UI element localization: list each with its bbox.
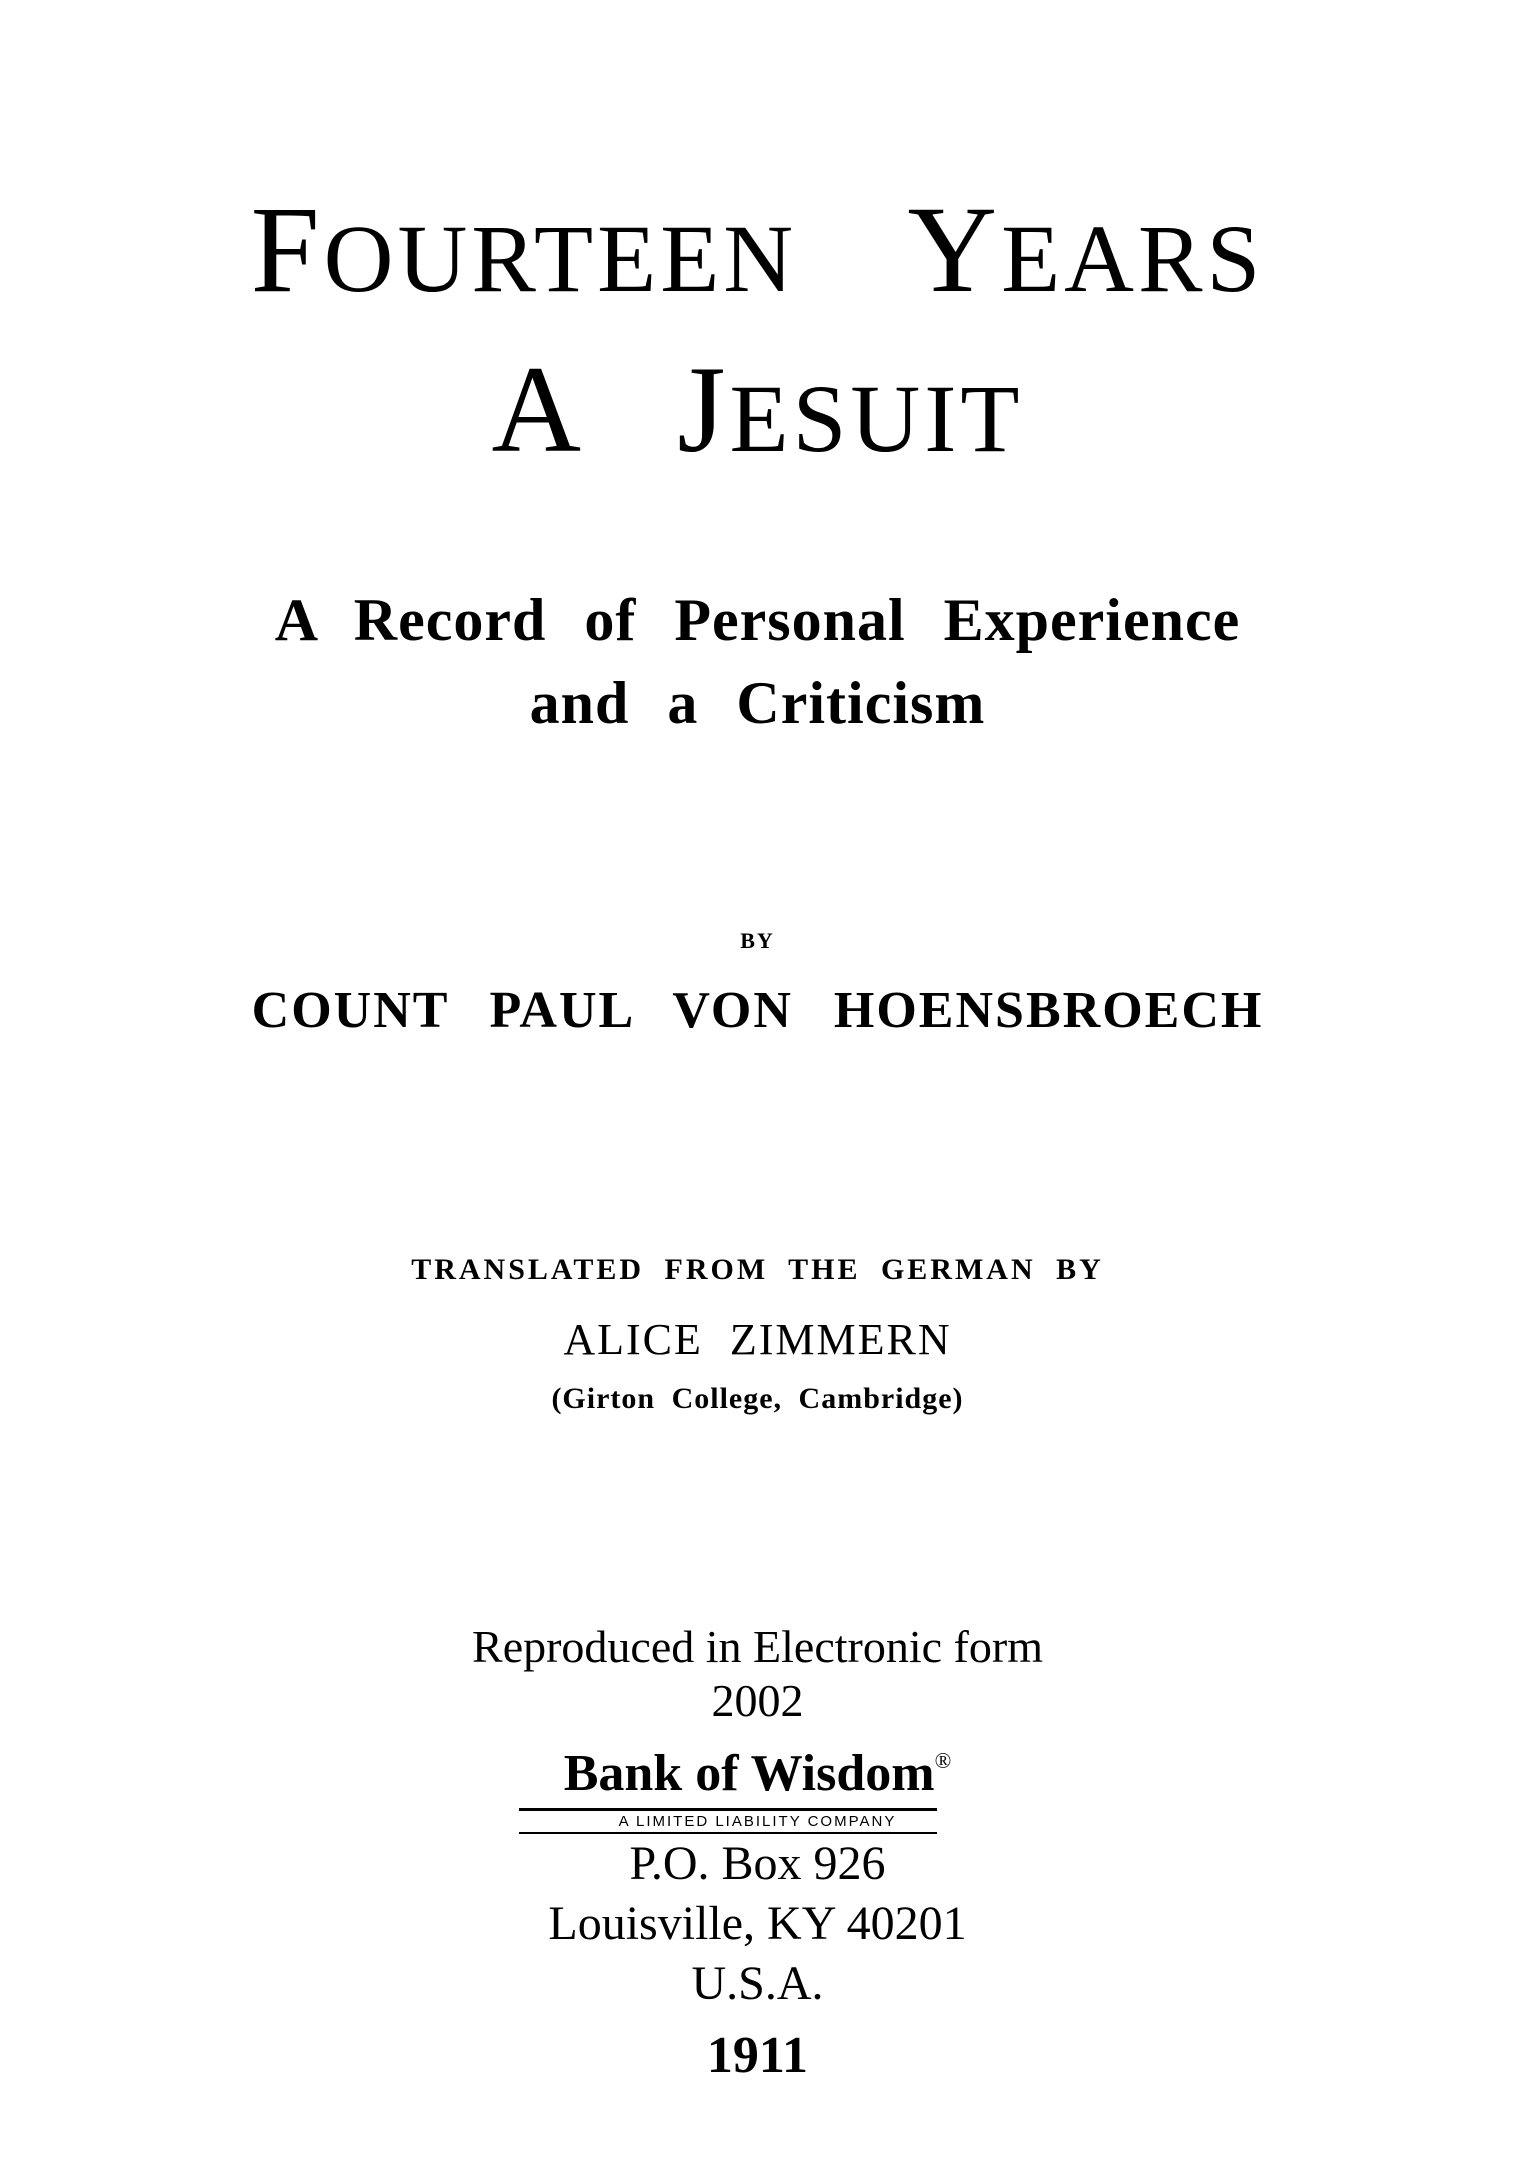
- subtitle-line-1: A Record of Personal Experience: [274, 587, 1241, 653]
- registered-mark: ®: [934, 1748, 952, 1773]
- publisher-address-po-box: P.O. Box 926: [629, 1837, 886, 1890]
- title-rest-esuit: ESUIT: [729, 365, 1024, 472]
- publisher-rule-bottom: [519, 1832, 937, 1834]
- publisher-tagline: A LIMITED LIABILITY COMPANY: [618, 1813, 897, 1830]
- title-initial-y: Y: [907, 181, 1002, 318]
- publisher-address-country: U.S.A.: [691, 1957, 824, 2010]
- translator-name: ALICE ZIMMERN: [563, 1315, 952, 1364]
- translated-label: TRANSLATED FROM THE GERMAN BY: [411, 1253, 1104, 1286]
- title-initial-j: J: [677, 341, 730, 478]
- by-label: BY: [740, 928, 775, 953]
- publisher-name-text: Bank of Wisdom: [563, 1745, 935, 1802]
- title-rest-ears: EARS: [1001, 205, 1265, 312]
- publisher-rule-top: [519, 1808, 937, 1811]
- publisher-address-city: Louisville, KY 40201: [548, 1897, 967, 1950]
- title-word-a: A: [491, 341, 579, 478]
- original-publication-year: 1911: [706, 2027, 809, 2084]
- title-rest-ourteen: OURTEEN: [323, 205, 798, 312]
- title-line-2: [0, 341, 1515, 478]
- reproduction-note: Reproduced in Electronic form: [472, 1621, 1043, 1672]
- subtitle-line-2: and a Criticism: [529, 670, 986, 736]
- author-name: COUNT PAUL VON HOENSBROECH: [251, 982, 1264, 1039]
- translator-affiliation: (Girton College, Cambridge): [551, 1382, 964, 1415]
- reproduction-year: 2002: [711, 1675, 804, 1726]
- title-line-1: [0, 181, 1515, 318]
- publisher-name: [0, 1745, 1515, 1802]
- title-initial-f: F: [250, 181, 324, 318]
